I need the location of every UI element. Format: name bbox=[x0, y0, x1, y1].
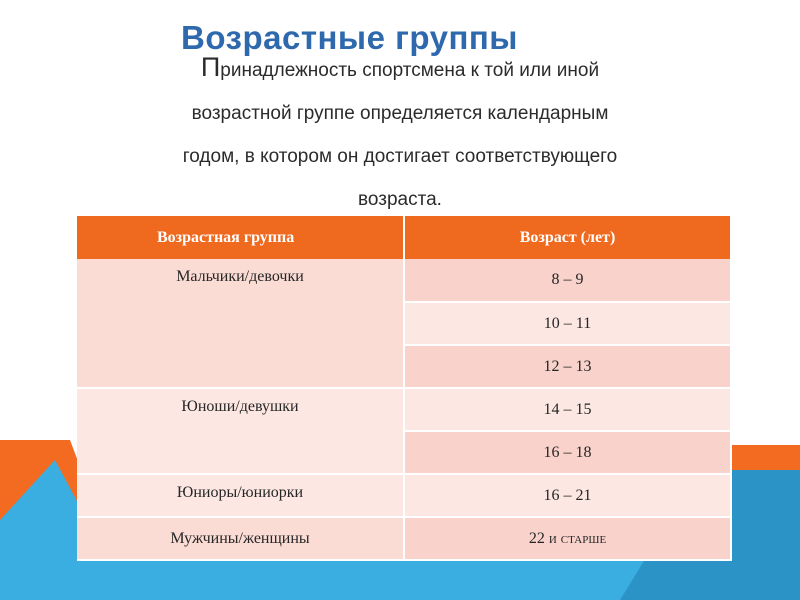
age-cell: 22 и старше bbox=[404, 517, 731, 560]
age-cell: 10 – 11 bbox=[404, 302, 731, 345]
subtitle-paragraph bbox=[60, 46, 740, 221]
age-groups-table bbox=[77, 216, 732, 561]
column-header-age: Возраст (лет) bbox=[404, 216, 731, 259]
subtitle-line-1 bbox=[60, 46, 740, 92]
age-cell: 16 – 18 bbox=[404, 431, 731, 474]
subtitle-first-letter: П bbox=[200, 52, 221, 82]
table-header-row bbox=[77, 216, 731, 259]
group-cell: Юноши/девушки bbox=[77, 388, 404, 474]
column-header-group: Возрастная группа bbox=[77, 216, 404, 259]
table-row bbox=[77, 388, 731, 431]
orange-right-shape bbox=[731, 445, 800, 470]
group-cell: Мужчины/женщины bbox=[77, 517, 404, 560]
table-row bbox=[77, 259, 731, 302]
age-cell: 8 – 9 bbox=[404, 259, 731, 302]
table-row bbox=[77, 517, 731, 560]
subtitle-line-1-text: ринадлежность спортсмена к той или иной bbox=[220, 60, 600, 81]
subtitle-line-3: годом, в котором он достигает соответствующего bbox=[182, 146, 618, 167]
subtitle-line-2: возрастной группе определяется календарным bbox=[191, 103, 609, 124]
age-cell: 12 – 13 bbox=[404, 345, 731, 388]
age-cell: 16 – 21 bbox=[404, 474, 731, 517]
page-title: Возрастные группы bbox=[181, 19, 518, 56]
table-row bbox=[77, 474, 731, 517]
subtitle-line-4: возраста. bbox=[358, 189, 442, 210]
group-cell: Мальчики/девочки bbox=[77, 259, 404, 388]
age-cell: 14 – 15 bbox=[404, 388, 731, 431]
group-cell: Юниоры/юниорки bbox=[77, 474, 404, 517]
